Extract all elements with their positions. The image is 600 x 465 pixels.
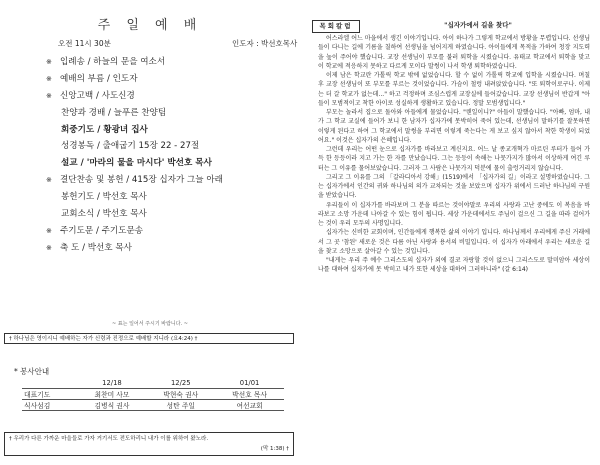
column-paragraph: 그런데 우리는 어떤 눈으로 십자가를 바라보고 계신지요. 어느 날 종교개혁가 마르틴 루터가 들어 가득 한 등등이라 지고 가는 한 자를 만났습니다. 그는 등등이 속해는 나뭇가지가 많아서 이상하게 여긴 루터는 그 이유를 물어보았습니다. 그러자 그 사람은 나뭇가지 덕분에 물이 출렁거리지 않습니다.: [318, 146, 590, 172]
service-time: 오전 11시 30분: [58, 39, 111, 48]
service-table: [22, 378, 284, 411]
stand-mark-icon: ※: [46, 243, 52, 252]
table-cell: 박현숙 권사: [146, 389, 215, 400]
order-item: ※ 입례송 / 하늘의 문을 여소서: [46, 54, 296, 71]
verse-text: † 우리가 다른 가까운 마을들로 가자 거기서도 전도하리니 내가 이를 위하여 왔노라.: [9, 436, 209, 442]
order-item: ※ 예배의 부름 / 인도자: [46, 71, 296, 88]
column-paragraph: 우리들이 이 십자가를 바라보며 그 분을 따르는 것이야말로 우리의 사랑과 고난 중에도 이 복음을 바라보고 소망 가운데 나아갈 수 있는 힘이 됩니다. 세상 가운데에서도 주님이 걸으신 그 길을 따라 걸어가는 것이 우리 모두의 사명입니다.: [318, 201, 590, 227]
order-item: 봉헌기도 / 박선호 목사: [61, 192, 147, 203]
sermon-item: 설교 / '마라의 물을 마시다' 박선호 목사: [61, 158, 212, 169]
stand-mark-icon: ※: [46, 226, 52, 235]
column-heading: 목회칼럼: [312, 20, 360, 33]
table-row: [22, 389, 284, 400]
stand-mark-icon: ※: [46, 58, 52, 66]
column-body: [318, 34, 590, 460]
order-of-worship: [46, 54, 296, 257]
order-item: ※ 축 도 / 박선호 목사: [46, 240, 296, 257]
order-item: ※ 신앙고백 / 사도신경: [46, 88, 296, 105]
standing-footnote: ~ 표는 일어서 주시기 바랍니다. ~: [112, 321, 188, 327]
column-paragraph: 이제 남은 학교란 가톨릭 학교 밖에 없었습니다. 할 수 없이 가톨릭 학교에 입학을 시켰습니다. 며칠 후 교장 선생님이 또 부모를 부르는 것이었습니다. 가슴이 철렁 내려앉았습니다. "또 퇴학이로구나. 이제는 더 갈 학교가 없는데..." 하고 걱정하며 조심스럽게 교장실에 들어갔습니다. 교장 선생님이 반갑게 "아들이 모범적이고 착한 아이로 성실하게 생활하고 있습니다. 정말 모범생입니다.": [318, 72, 590, 107]
service-leader: 인도자 : 박선호목사: [232, 39, 298, 48]
table-cell: 김병식 권사: [78, 400, 147, 411]
column-paragraph: "내게는 우리 주 예수 그리스도의 십자가 외에 결코 자랑할 것이 없으니 그리스도로 말미암아 세상이 나를 대하여 십자가에 못 박히고 내가 또한 세상을 대하여 그러하니라" (갈 6:14): [318, 257, 590, 274]
verse-reference: (막 1:38) †: [260, 446, 289, 452]
order-item: 교회소식 / 박선호 목사: [61, 209, 147, 220]
column-paragraph: 십자가는 신비한 교회이며, 인간들에게 행복한 삶의 이야기 입니다. 하나님께서 우리에게 주신 거래에서 그 곳 '참된' 새로운 것은 다름 아닌 사랑과 용서의 비밀입니다. 이 십자가 아래에서 우리는 새로운 길을 찾고 소망으로 살아갈 수 있는 것입니다.: [318, 229, 590, 255]
stand-mark-icon: ※: [46, 91, 52, 100]
row-label: 식사섬김: [22, 400, 78, 411]
pastor-column-panel: [300, 0, 600, 465]
order-item: ※ 주기도문 / 주기도문송: [46, 223, 296, 240]
table-row: [22, 400, 284, 411]
order-item: 성경봉독 / 출애굽기 15장 22 - 27절: [61, 141, 200, 152]
table-header-row: [22, 378, 284, 389]
page-title: 주 일 예 배: [97, 18, 203, 33]
order-item: ※ 결단찬송 및 봉헌 / 415장 십자가 그늘 아래: [46, 172, 296, 189]
column-title: "십자가에서 길을 찾다": [444, 21, 512, 29]
column-paragraph: 어스라엘 어느 마을에서 생긴 이야기입니다. 아이 하나가 그렇게 학교에서 방황을 무렵입니다. 선생님들이 다니는 길에 기름을 칠하여 선생님을 넘어지게 하였습니다. 아이들에게 목적을 가하여 청장 지도력을 높이 주어야 했습니다. 교장 선생님이 부모를 불러 퇴학을 시켰습니다. 유태교 학교에서 퇴학을 맞고 이 학교에 적응하지 못하고 다르게 모이다 말썽이 나서 학생 퇴학하였습니다.: [318, 35, 590, 70]
stand-mark-icon: ※: [46, 74, 52, 83]
table-cell: 최찬미 사모: [78, 389, 147, 400]
row-label: 대표기도: [22, 389, 78, 400]
table-header-cell: 01/01: [215, 378, 284, 389]
verse-box-top: † 하나님은 영이시니 예배하는 자가 신령과 진정으로 예배할 지니라 (요4:24) †: [4, 333, 294, 344]
service-label: * 봉사안내: [14, 367, 50, 376]
stand-mark-icon: ※: [46, 176, 52, 185]
table-cell: 성탄 주일: [146, 400, 215, 411]
order-item: 찬양과 경배 / 늘푸른 찬양팀: [61, 107, 167, 118]
column-paragraph: 부모는 놀라서 집으로 돌아와 아들에게 물었습니다. "웬일이니?" 아들이 말했습니다. "아빠, 엄마, 내가 그 학교 교실에 들어가 보니 한 남자가 십자가에 못박히어 죽어 있는데, 선생님이 말하기를 잘못하면 이렇게 된다고 하여 그 학교에서 말썽을 부리면 이렇게 죽는다는 게 보고 싶지 않아서 착한 학생이 되었어요." 이것은 십자가의 은혜입니다.: [318, 109, 590, 144]
table-cell: 여선교회: [215, 400, 284, 411]
column-paragraph: 그리고 그 이유를 그의 「갈라디아서 강해」(1519)에서 「십자가의 길」이라고 설명하였습니다. 그는 십자가에서 인간의 귀와 하나님의 의가 교차되는 것을 보았으며 십자가 위에서 드러난 하나님의 구원을 받았습니다.: [318, 173, 590, 200]
order-item: 회중기도 / 황광녀 집사: [61, 124, 148, 135]
table-cell: 박선호 목사: [215, 389, 284, 400]
verse-box-bottom: [4, 432, 294, 456]
table-header-cell: 12/18: [78, 378, 147, 389]
table-header-cell: 12/25: [146, 378, 215, 389]
